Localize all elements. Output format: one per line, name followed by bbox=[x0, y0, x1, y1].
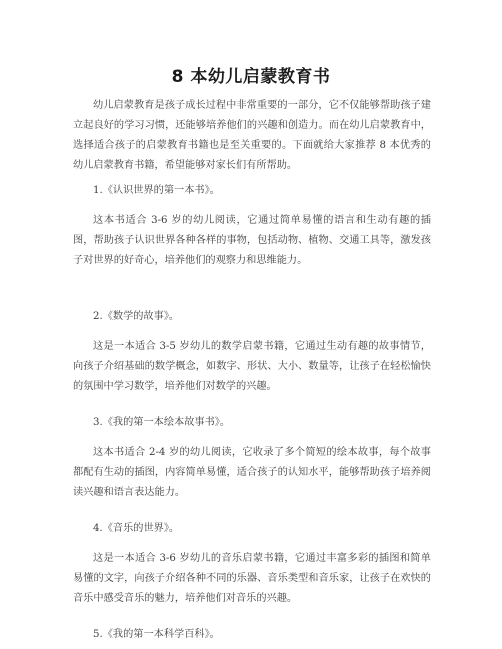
book-heading-4: 4.《音乐的世界》。 bbox=[93, 523, 180, 534]
book-description-3: 这本书适合 2-4 岁的幼儿阅读，它收录了多个简短的绘本故事，每个故事都配有生动的插图，内容简单易懂，适合孩子的认知水平，能够帮助孩子培养阅读兴趣和语言表达能力。 bbox=[73, 447, 431, 498]
book-heading-2: 2.《数学的故事》。 bbox=[93, 311, 180, 322]
document-title: 8 本幼儿启蒙教育书 bbox=[171, 67, 331, 87]
book-description-2: 这是一本适合 3-5 岁幼儿的数学启蒙书籍，它通过生动有趣的故事情节，向孩子介绍基础的数学概念，如数字、形状、大小、数量等，让孩子在轻松愉快的氛围中学习数学，培养他们对数学的兴趣。 bbox=[73, 341, 431, 392]
book-description-4: 这是一本适合 3-6 岁幼儿的音乐启蒙书籍，它通过丰富多彩的插图和简单易懂的文字，向孩子介绍各种不同的乐器、音乐类型和音乐家，让孩子在欢快的音乐中感受音乐的魅力，培养他们对音乐的兴趣。 bbox=[73, 553, 431, 604]
intro-paragraph: 幼儿启蒙教育是孩子成长过程中非常重要的一部分，它不仅能够帮助孩子建立起良好的学习习惯，还能够培养他们的兴趣和创造力。而在幼儿启蒙教育中，选择适合孩子的启蒙教育书籍也是至关重要的。下面就给大家推荐 8 本优秀的幼儿启蒙教育书籍，希望能够对家长们有所帮助。 bbox=[73, 100, 431, 171]
book-heading-5: 5.《我的第一本科学百科》。 bbox=[93, 629, 220, 640]
book-heading-1: 1.《认识世界的第一本书》。 bbox=[93, 185, 220, 196]
book-description-1: 这本书适合 3-6 岁的幼儿阅读，它通过简单易懂的语言和生动有趣的插图，帮助孩子认识世界各种各样的事物，包括动物、植物、交通工具等，激发孩子对世界的好奇心，培养他们的观察力和思维能力。 bbox=[73, 215, 431, 266]
book-heading-3: 3.《我的第一本绘本故事书》。 bbox=[93, 417, 231, 428]
